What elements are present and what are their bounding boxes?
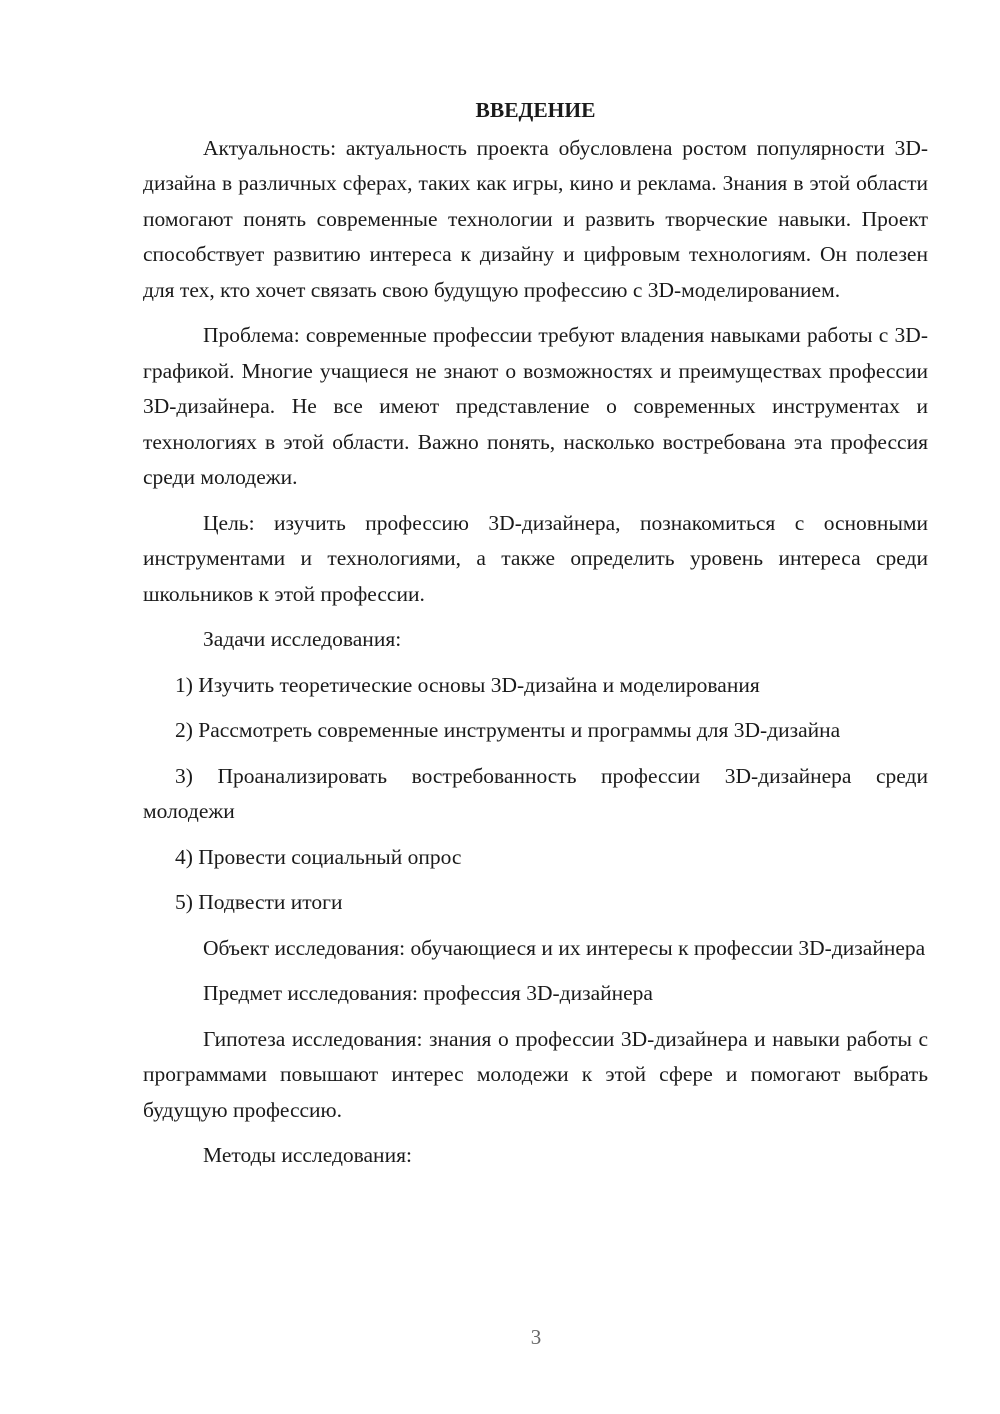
page-title: ВВЕДЕНИЕ [475, 98, 596, 122]
paragraph-methods: Методы исследования: [203, 1143, 412, 1167]
paragraph-relevance: Актуальность: актуальность проекта обусловлена ростом популярности 3D-дизайна в различных сферах, таких как игры, кино и реклама. Знания в этой области помогают понять современные технологии и развить творческие навыки. Проект способствует развитию интереса к дизайну и цифровым технологиям. Он полезен для тех, кто хочет связать свою будущую профессию с 3D-моделированием. [143, 135, 928, 302]
paragraph-subject: Предмет исследования: профессия 3D-дизайнера [203, 981, 653, 1005]
page-number: 3 [530, 1325, 542, 1349]
paragraph-problem: Проблема: современные профессии требуют владения навыками работы с 3D-графикой. Многие учащиеся не знают о возможностях и преимуществах профессии 3D-дизайнера. Не все имеют представление о современных инструментах и технологиях в этой области. Важно понять, насколько востребована эта профессия среди молодежи. [143, 323, 928, 489]
paragraph-hypothesis: Гипотеза исследования: знания о профессии 3D-дизайнера и навыки работы с программами повышают интерес молодежи к этой сфере и помогают выбрать будущую профессию. [143, 1026, 928, 1122]
paragraph-object: Объект исследования: обучающиеся и их интересы к профессии 3D-дизайнера [203, 935, 926, 960]
task-item-2: 2) Рассмотреть современные инструменты и программы для 3D-дизайна [175, 718, 841, 742]
paragraph-goal: Цель: изучить профессию 3D-дизайнера, познакомиться с основными инструментами и технологиями, а также определить уровень интереса среди школьников к этой профессии. [143, 510, 928, 606]
tasks-heading: Задачи исследования: [203, 627, 402, 651]
task-item-5: 5) Подвести итоги [175, 890, 343, 914]
page-content [143, 93, 928, 1184]
task-item-3: 3) Проанализировать востребованность профессии 3D-дизайнера среди молодежи [143, 763, 928, 823]
task-item-4: 4) Провести социальный опрос [175, 844, 462, 869]
task-item-1: 1) Изучить теоретические основы 3D-дизайна и моделирования [175, 672, 760, 697]
